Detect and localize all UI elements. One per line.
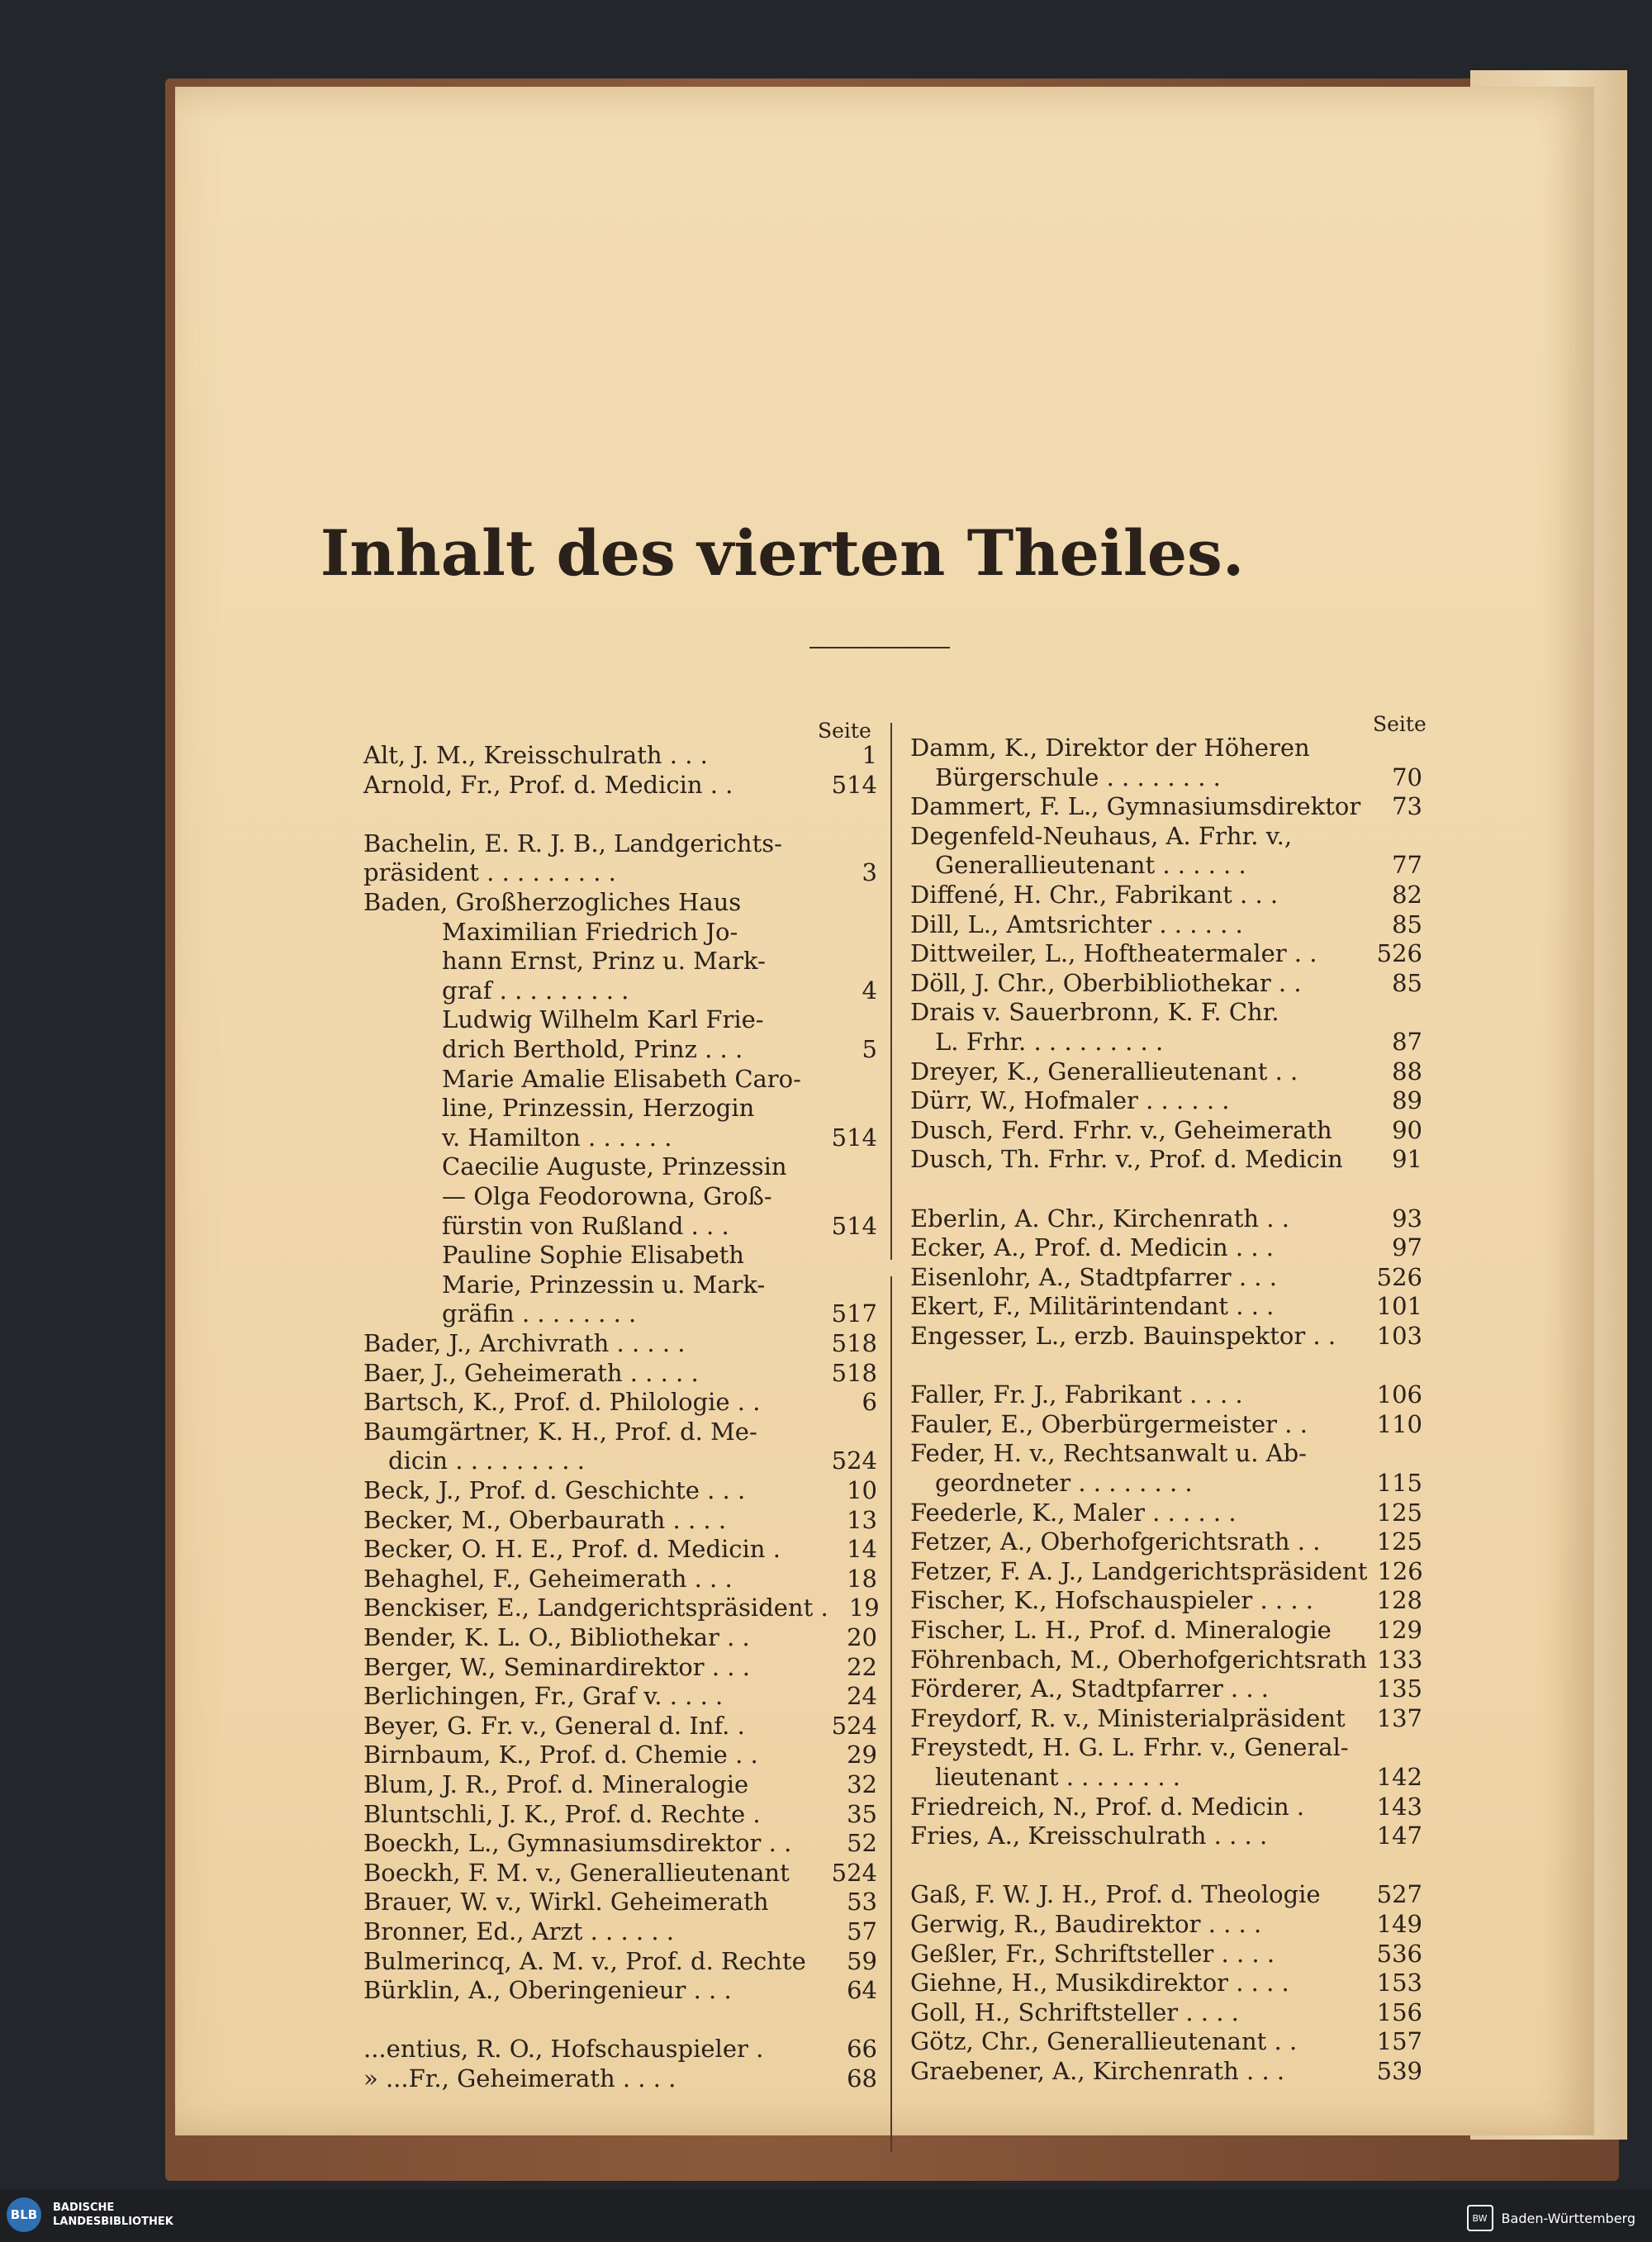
entry-page-number: 88 <box>1392 1057 1422 1085</box>
entry-text: lieutenant . . . . . . . . <box>935 1763 1180 1791</box>
index-entry <box>442 1123 877 1152</box>
title-rule <box>809 647 950 648</box>
entry-page-number: 68 <box>847 2064 877 2092</box>
entry-text: Fauler, E., Oberbürgermeister . . <box>910 1409 1308 1438</box>
entry-text: Goll, H., Schriftsteller . . . . <box>910 1997 1239 2026</box>
index-entry <box>910 1292 1422 1320</box>
entry-page-number: 518 <box>831 1358 877 1387</box>
index-entry <box>910 1145 1422 1173</box>
index-entry <box>363 1653 877 1681</box>
library-name <box>53 2201 173 2229</box>
index-entry <box>910 792 1422 820</box>
entry-page-number: 24 <box>847 1682 877 1711</box>
entry-page-number: 77 <box>1392 851 1422 880</box>
index-entry <box>910 822 1422 850</box>
index-entry <box>910 1557 1422 1585</box>
entry-page-number: 153 <box>1376 1969 1422 1997</box>
entry-text: präsident . . . . . . . . . <box>363 858 616 887</box>
entry-page-number: 125 <box>1376 1527 1422 1556</box>
entry-text: L. Frhr. . . . . . . . . . <box>935 1028 1164 1056</box>
entry-page-number: 135 <box>1376 1674 1422 1703</box>
index-entry <box>363 2035 877 2063</box>
index-entry <box>388 1446 877 1475</box>
entry-page-number: 82 <box>1392 881 1422 909</box>
entry-text: Bartsch, K., Prof. d. Philologie . . <box>363 1388 761 1417</box>
index-entry <box>363 1388 877 1416</box>
index-entry <box>442 1212 877 1240</box>
entry-text: Bulmerincq, A. M. v., Prof. d. Rechte <box>363 1946 806 1975</box>
entry-page-number: 133 <box>1376 1645 1423 1674</box>
entry-page-number: 85 <box>1392 968 1422 997</box>
entry-page-number: 32 <box>847 1770 877 1798</box>
entry-text: Beyer, G. Fr. v., General d. Inf. . <box>363 1711 745 1740</box>
entry-text: Boeckh, L., Gymnasiumsdirektor . . <box>363 1829 792 1858</box>
entry-page-number: 10 <box>847 1476 877 1504</box>
library-line-2: LANDESBIBLIOTHEK <box>53 2216 173 2228</box>
index-entry <box>363 1623 877 1651</box>
index-entry <box>910 1910 1422 1938</box>
entry-page-number: 527 <box>1376 1880 1422 1909</box>
entry-text: Eisenlohr, A., Stadtpfarrer . . . <box>910 1262 1277 1291</box>
entry-page-number: 70 <box>1392 762 1422 791</box>
index-entry <box>910 1998 1422 2026</box>
index-entry <box>442 1299 877 1328</box>
bw-badge: BW <box>1467 2205 1493 2231</box>
entry-page-number: 97 <box>1392 1233 1422 1262</box>
index-entry <box>442 1065 877 1093</box>
entry-text: Bluntschli, J. K., Prof. d. Rechte . <box>363 1799 761 1828</box>
entry-text: Behaghel, F., Geheimerath . . . <box>363 1564 733 1593</box>
blb-badge: BLB <box>7 2197 41 2232</box>
entry-text: Fischer, L. H., Prof. d. Mineralogie <box>910 1616 1332 1644</box>
index-entry <box>935 1028 1422 1056</box>
entry-text: Berlichingen, Fr., Graf v. . . . . <box>363 1682 724 1711</box>
entry-text: Baumgärtner, K. H., Prof. d. Me- <box>363 1417 757 1446</box>
entry-text: Graebener, A., Kirchenrath . . . <box>910 2057 1285 2085</box>
index-entry <box>910 1116 1422 1144</box>
index-entry <box>442 1005 877 1033</box>
entry-text: Bader, J., Archivrath . . . . . <box>363 1329 686 1357</box>
entry-text: Bürgerschule . . . . . . . . <box>935 762 1221 791</box>
entry-page-number: 115 <box>1376 1469 1422 1497</box>
entry-page-number: 20 <box>847 1623 877 1651</box>
entry-page-number: 143 <box>1376 1792 1422 1821</box>
entry-page-number: 514 <box>831 1123 877 1152</box>
entry-text: Bürklin, A., Oberingenieur . . . <box>363 1976 732 2005</box>
entry-text: Gerwig, R., Baudirektor . . . . <box>910 1910 1262 1938</box>
entry-text: Maximilian Friedrich Jo- <box>442 917 738 946</box>
entry-text: Ludwig Wilhelm Karl Frie- <box>442 1005 764 1034</box>
index-entry <box>363 1418 877 1446</box>
index-entry <box>363 1859 877 1887</box>
entry-page-number: 1 <box>862 741 877 769</box>
entry-text: Brauer, W. v., Wirkl. Geheimerath <box>363 1888 769 1917</box>
entry-page-number: 66 <box>847 2035 877 2064</box>
entry-page-number: 29 <box>847 1741 877 1769</box>
index-entry <box>910 1586 1422 1614</box>
entry-text: Fetzer, F. A. J., Landgerichtspräsident <box>910 1556 1368 1585</box>
index-entry <box>363 1682 877 1710</box>
entry-text: Baer, J., Geheimerath . . . . . <box>363 1358 699 1387</box>
entry-text: Fries, A., Kreisschulrath . . . . <box>910 1822 1268 1850</box>
index-entry <box>363 1888 877 1916</box>
entry-page-number: 73 <box>1392 792 1422 821</box>
entry-text: Eberlin, A. Chr., Kirchenrath . . <box>910 1204 1289 1233</box>
index-entry <box>442 1094 877 1122</box>
index-entry <box>910 1822 1422 1850</box>
entry-text: Gaß, F. W. J. H., Prof. d. Theologie <box>910 1880 1321 1909</box>
entry-page-number: 90 <box>1392 1115 1422 1144</box>
index-entry <box>442 1241 877 1269</box>
index-entry <box>910 910 1422 938</box>
index-entry <box>363 1917 877 1945</box>
entry-text: Engesser, L., erzb. Bauinspektor . . <box>910 1322 1336 1350</box>
entry-page-number: 6 <box>862 1388 877 1417</box>
seite-label-left: Seite <box>818 719 871 743</box>
index-entry <box>910 1086 1422 1114</box>
entry-page-number: 59 <box>847 1946 877 1975</box>
entry-text: Geßler, Fr., Schriftsteller . . . . <box>910 1939 1275 1968</box>
entry-text: Feder, H. v., Rechtsanwalt u. Ab- <box>910 1439 1307 1468</box>
index-entry <box>910 1969 1422 1997</box>
index-entry <box>442 1182 877 1210</box>
index-entry <box>910 1616 1422 1644</box>
entry-text: Baden, Großherzogliches Haus <box>363 888 742 916</box>
entry-text: gräfin . . . . . . . . <box>442 1299 637 1328</box>
index-entry <box>442 1152 877 1180</box>
entry-text: Freystedt, H. G. L. Frhr. v., General- <box>910 1733 1349 1762</box>
entry-text: Degenfeld-Neuhaus, A. Frhr. v., <box>910 821 1293 850</box>
entry-page-number: 156 <box>1376 1997 1422 2026</box>
entry-page-number: 64 <box>847 1976 877 2005</box>
index-entry <box>363 1329 877 1357</box>
entry-text: » ...Fr., Geheimerath . . . . <box>363 2064 676 2092</box>
entry-page-number: 517 <box>831 1299 877 1328</box>
page-title: Inhalt des vierten Theiles. <box>320 516 1245 590</box>
entry-text: hann Ernst, Prinz u. Mark- <box>442 947 766 976</box>
entry-text: Pauline Sophie Elisabeth <box>442 1241 744 1270</box>
index-entry <box>910 1940 1422 1968</box>
entry-text: Benckiser, E., Landgerichtspräsident . <box>363 1594 828 1622</box>
index-entry <box>442 976 877 1005</box>
index-entry <box>910 1057 1422 1085</box>
index-entry <box>363 800 877 828</box>
index-entry <box>910 881 1422 909</box>
column-divider-top <box>890 723 892 1260</box>
entry-text: Dittweiler, L., Hoftheatermaler . . <box>910 939 1317 968</box>
entry-page-number: 514 <box>831 1211 877 1240</box>
entry-text: ...entius, R. O., Hofschauspieler . <box>363 2035 764 2064</box>
entry-page-number: 22 <box>847 1652 877 1681</box>
entry-page-number: 5 <box>862 1035 877 1063</box>
entry-text: drich Berthold, Prinz . . . <box>442 1035 743 1063</box>
entry-page-number: 129 <box>1376 1616 1422 1644</box>
index-entry <box>910 1646 1422 1674</box>
index-entry <box>910 1380 1422 1408</box>
entry-text: Alt, J. M., Kreisschulrath . . . <box>363 741 708 769</box>
index-entry <box>363 1947 877 1975</box>
entry-page-number: 13 <box>847 1505 877 1534</box>
entry-page-number: 91 <box>1392 1145 1422 1174</box>
entry-page-number: 524 <box>831 1711 877 1740</box>
entry-page-number: 52 <box>847 1829 877 1858</box>
index-entry <box>910 1674 1422 1703</box>
index-entry <box>910 998 1422 1026</box>
index-page <box>175 87 1594 2135</box>
entry-page-number: 87 <box>1392 1028 1422 1056</box>
entry-page-number: 101 <box>1376 1292 1422 1321</box>
entry-page-number: 19 <box>848 1594 880 1622</box>
index-entry <box>363 2006 877 2034</box>
entry-text: Becker, M., Oberbaurath . . . . <box>363 1505 727 1534</box>
entry-text: Ekert, F., Militärintendant . . . <box>910 1292 1275 1321</box>
index-entry <box>363 1535 877 1563</box>
entry-text: Bender, K. L. O., Bibliothekar . . <box>363 1623 750 1651</box>
entry-text: dicin . . . . . . . . . <box>388 1446 585 1475</box>
entry-page-number: 157 <box>1376 2027 1422 2056</box>
entry-page-number: 137 <box>1376 1703 1422 1732</box>
entry-text: Friedreich, N., Prof. d. Medicin . <box>910 1792 1305 1821</box>
entry-text: Giehne, H., Musikdirektor . . . . <box>910 1969 1289 1997</box>
entry-text: Marie Amalie Elisabeth Caro- <box>442 1064 801 1093</box>
entry-text: fürstin von Rußland . . . <box>442 1211 729 1240</box>
entry-page-number: 4 <box>862 976 877 1005</box>
index-entry <box>363 2064 877 2092</box>
entry-text: Beck, J., Prof. d. Geschichte . . . <box>363 1476 746 1504</box>
entry-page-number: 110 <box>1376 1409 1422 1438</box>
index-entry <box>910 969 1422 997</box>
index-entry <box>910 1175 1422 1203</box>
index-entry <box>910 1851 1422 1879</box>
entry-text: Marie, Prinzessin u. Mark- <box>442 1270 766 1299</box>
index-entry <box>935 851 1422 879</box>
entry-page-number: 149 <box>1376 1910 1422 1938</box>
entry-text: Caecilie Auguste, Prinzessin <box>442 1152 787 1181</box>
index-entry <box>910 1351 1422 1380</box>
bw-text: Baden-Württemberg <box>1501 2210 1635 2226</box>
entry-page-number: 53 <box>847 1888 877 1917</box>
entry-page-number: 142 <box>1376 1763 1422 1791</box>
entry-text: Faller, Fr. J., Fabrikant . . . . <box>910 1380 1243 1409</box>
entry-text: line, Prinzessin, Herzogin <box>442 1094 755 1123</box>
entry-page-number: 103 <box>1376 1322 1422 1350</box>
entry-text: Bronner, Ed., Arzt . . . . . . <box>363 1917 675 1945</box>
entry-page-number: 125 <box>1376 1498 1422 1527</box>
bw-logo[interactable] <box>1467 2205 1635 2231</box>
library-line-1: BADISCHE <box>53 2202 115 2214</box>
index-entry <box>910 1704 1422 1732</box>
index-entry <box>910 1263 1422 1291</box>
entry-text: Fischer, K., Hofschauspieler . . . . <box>910 1586 1313 1615</box>
index-entry <box>363 1829 877 1857</box>
entry-page-number: 85 <box>1392 910 1422 938</box>
entry-text: Drais v. Sauerbronn, K. F. Chr. <box>910 998 1279 1027</box>
index-entry <box>442 947 877 975</box>
index-entry <box>910 1204 1422 1233</box>
index-entry <box>363 1712 877 1740</box>
entry-text: Ecker, A., Prof. d. Medicin . . . <box>910 1233 1275 1262</box>
entry-text: — Olga Feodorowna, Groß- <box>442 1182 772 1210</box>
entry-page-number: 93 <box>1392 1204 1422 1233</box>
entry-page-number: 536 <box>1376 1939 1422 1968</box>
entry-text: Freydorf, R. v., Ministerialpräsident <box>910 1703 1346 1732</box>
index-entry <box>910 1410 1422 1438</box>
entry-page-number: 106 <box>1376 1380 1422 1409</box>
entry-page-number: 57 <box>847 1917 877 1945</box>
entry-page-number: 524 <box>831 1446 877 1475</box>
index-entry <box>935 1469 1422 1497</box>
entry-page-number: 128 <box>1376 1586 1422 1615</box>
entry-page-number: 14 <box>847 1535 877 1564</box>
index-entry <box>363 1359 877 1387</box>
entry-page-number: 526 <box>1376 1262 1422 1291</box>
entry-text: v. Hamilton . . . . . . <box>442 1123 672 1152</box>
entry-text: Berger, W., Seminardirektor . . . <box>363 1652 750 1681</box>
column-divider-bottom <box>890 1276 892 2152</box>
entry-text: Förderer, A., Stadtpfarrer . . . <box>910 1674 1269 1703</box>
entry-text: Fetzer, A., Oberhofgerichtsrath . . <box>910 1527 1321 1556</box>
index-entry <box>910 1733 1422 1761</box>
entry-page-number: 514 <box>831 770 877 799</box>
index-entry <box>363 858 877 886</box>
index-entry <box>910 1439 1422 1467</box>
index-entry <box>910 2027 1422 2055</box>
index-entry <box>363 888 877 916</box>
index-entry <box>363 1741 877 1769</box>
entry-text: Feederle, K., Maler . . . . . . <box>910 1498 1237 1527</box>
index-entry <box>910 1233 1422 1261</box>
index-entry <box>363 1565 877 1593</box>
entry-page-number: 3 <box>862 858 877 887</box>
index-entry <box>910 939 1422 967</box>
seite-label-right: Seite <box>1373 712 1427 736</box>
index-entry <box>910 1527 1422 1556</box>
footer-bar <box>0 2189 1652 2242</box>
entry-text: Arnold, Fr., Prof. d. Medicin . . <box>363 770 733 799</box>
index-entry <box>363 1476 877 1504</box>
entry-page-number: 147 <box>1376 1822 1422 1850</box>
entry-page-number: 126 <box>1377 1556 1423 1585</box>
entry-text: Dusch, Th. Frhr. v., Prof. d. Medicin <box>910 1145 1343 1174</box>
index-entry <box>442 1271 877 1299</box>
entry-page-number: 89 <box>1392 1086 1422 1115</box>
entry-page-number: 518 <box>831 1329 877 1357</box>
entry-text: Birnbaum, K., Prof. d. Chemie . . <box>363 1741 758 1769</box>
entry-text: Generallieutenant . . . . . . <box>935 851 1246 880</box>
entry-page-number: 35 <box>847 1799 877 1828</box>
index-entry <box>910 1499 1422 1527</box>
entry-page-number: 524 <box>831 1858 877 1887</box>
entry-text: Döll, J. Chr., Oberbibliothekar . . <box>910 968 1302 997</box>
index-entry <box>910 1880 1422 1908</box>
index-entry <box>363 1770 877 1798</box>
entry-text: geordneter . . . . . . . . <box>935 1469 1193 1497</box>
entry-text: Boeckh, F. M. v., Generallieutenant <box>363 1858 790 1887</box>
index-entry <box>442 918 877 946</box>
entry-text: Damm, K., Direktor der Höheren <box>910 734 1310 762</box>
entry-text: Götz, Chr., Generallieutenant . . <box>910 2027 1298 2056</box>
blb-logo[interactable] <box>7 2197 173 2232</box>
index-entry <box>363 1506 877 1534</box>
index-entry <box>910 1793 1422 1821</box>
entry-text: Dürr, W., Hofmaler . . . . . . <box>910 1086 1230 1115</box>
entry-text: Bachelin, E. R. J. B., Landgerichts- <box>363 829 782 857</box>
entry-text: Dreyer, K., Generallieutenant . . <box>910 1057 1298 1085</box>
index-entry <box>910 1322 1422 1350</box>
index-entry <box>363 1976 877 2004</box>
entry-text: Dammert, F. L., Gymnasiumsdirektor <box>910 792 1361 821</box>
entry-page-number: 18 <box>847 1564 877 1593</box>
entry-text: Dill, L., Amtsrichter . . . . . . <box>910 910 1243 938</box>
entry-page-number: 539 <box>1376 2057 1422 2085</box>
index-entry <box>935 1763 1422 1791</box>
index-entry <box>363 1800 877 1828</box>
index-entry <box>363 1594 880 1622</box>
index-entry <box>910 2057 1422 2085</box>
entry-text: Diffené, H. Chr., Fabrikant . . . <box>910 881 1279 909</box>
entry-text: Becker, O. H. E., Prof. d. Medicin . <box>363 1535 781 1564</box>
index-entry <box>935 763 1422 791</box>
entry-text: Föhrenbach, M., Oberhofgerichtsrath <box>910 1645 1367 1674</box>
index-entry <box>363 829 877 857</box>
index-entry <box>363 771 877 799</box>
entry-text: Dusch, Ferd. Frhr. v., Geheimerath <box>910 1115 1332 1144</box>
index-entry <box>442 1035 877 1063</box>
index-entry <box>363 741 877 769</box>
entry-text: graf . . . . . . . . . <box>442 976 629 1005</box>
index-entry <box>910 734 1422 762</box>
entry-page-number: 526 <box>1376 939 1422 968</box>
entry-text: Blum, J. R., Prof. d. Mineralogie <box>363 1770 749 1798</box>
